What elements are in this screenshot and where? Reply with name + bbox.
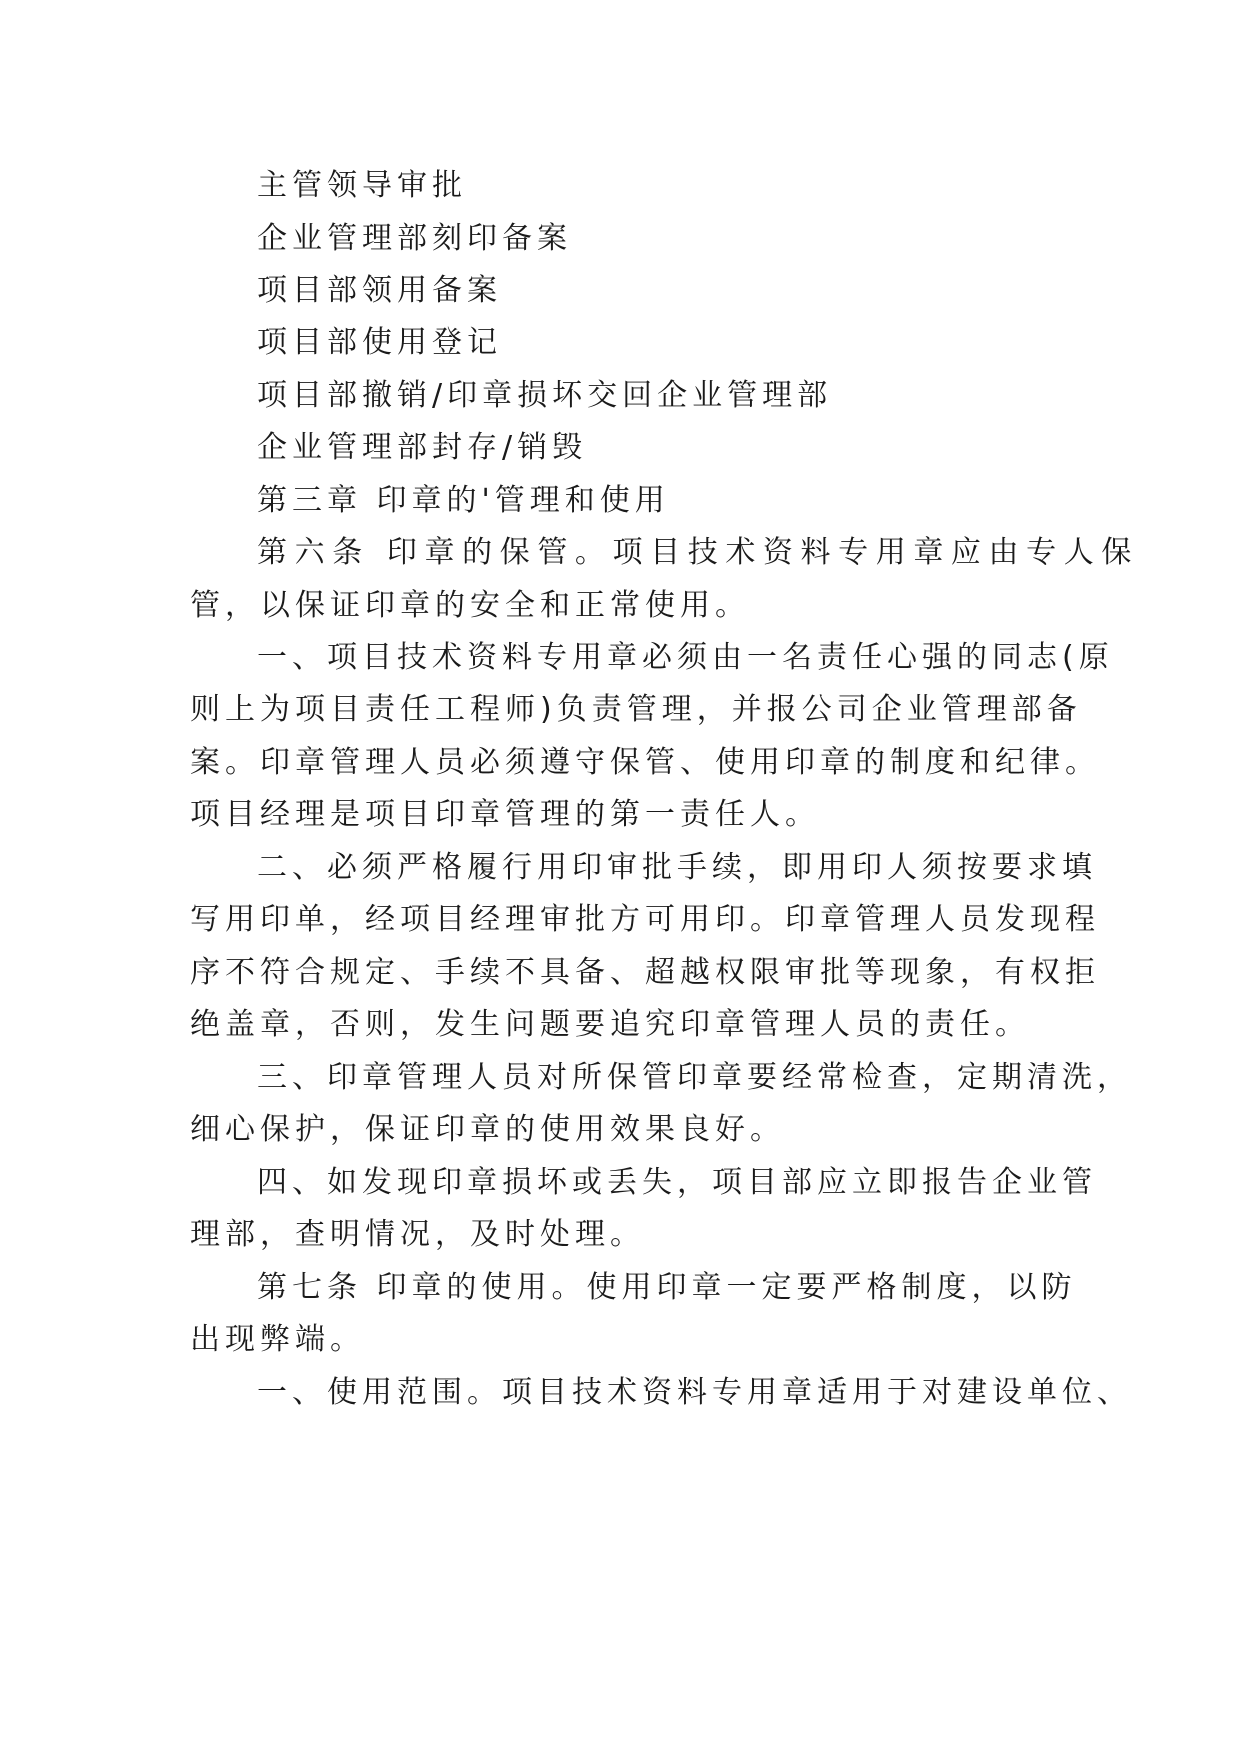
paragraph-line: 项目经理是项目印章管理的第一责任人。 [190, 797, 820, 832]
paragraph-line: 案。印章管理人员必须遵守保管、使用印章的制度和纪律。 [190, 745, 1100, 780]
paragraph-line: 细心保护，保证印章的使用效果良好。 [190, 1112, 785, 1147]
paragraph-line: 序不符合规定、手续不具备、超越权限审批等现象，有权拒 [190, 955, 1100, 990]
paragraph-line: 二、必须严格履行用印审批手续，即用印人须按要求填 [257, 850, 1097, 885]
flow-step-3: 项目部领用备案 [257, 273, 502, 308]
flow-step-6: 企业管理部封存/销毁 [257, 430, 588, 465]
paragraph-line: 第六条 印章的保管。项目技术资料专用章应由专人保 [257, 535, 1139, 570]
flow-step-2: 企业管理部刻印备案 [257, 221, 572, 256]
paragraph-line: 第七条 印章的使用。使用印章一定要严格制度，以防 [257, 1270, 1077, 1305]
paragraph-line: 绝盖章，否则，发生问题要追究印章管理人员的责任。 [190, 1007, 1030, 1042]
flow-step-1: 主管领导审批 [257, 168, 467, 203]
paragraph-line: 一、项目技术资料专用章必须由一名责任心强的同志(原 [257, 640, 1114, 675]
paragraph-line: 写用印单，经项目经理审批方可用印。印章管理人员发现程 [190, 902, 1100, 937]
paragraph-line: 三、印章管理人员对所保管印章要经常检查，定期清洗， [257, 1060, 1132, 1095]
paragraph-line: 理部，查明情况，及时处理。 [190, 1217, 645, 1252]
paragraph-line: 则上为项目责任工程师)负责管理，并报公司企业管理部备 [190, 692, 1082, 727]
flow-step-4: 项目部使用登记 [257, 325, 502, 360]
chapter-heading: 第三章 印章的'管理和使用 [257, 483, 670, 518]
paragraph-line: 一、使用范围。项目技术资料专用章适用于对建设单位、 [257, 1375, 1132, 1410]
paragraph-line: 出现弊端。 [190, 1322, 365, 1357]
paragraph-line: 管，以保证印章的安全和正常使用。 [190, 588, 750, 623]
flow-step-5: 项目部撤销/印章损坏交回企业管理部 [257, 378, 833, 413]
paragraph-line: 四、如发现印章损坏或丢失，项目部应立即报告企业管 [257, 1165, 1097, 1200]
